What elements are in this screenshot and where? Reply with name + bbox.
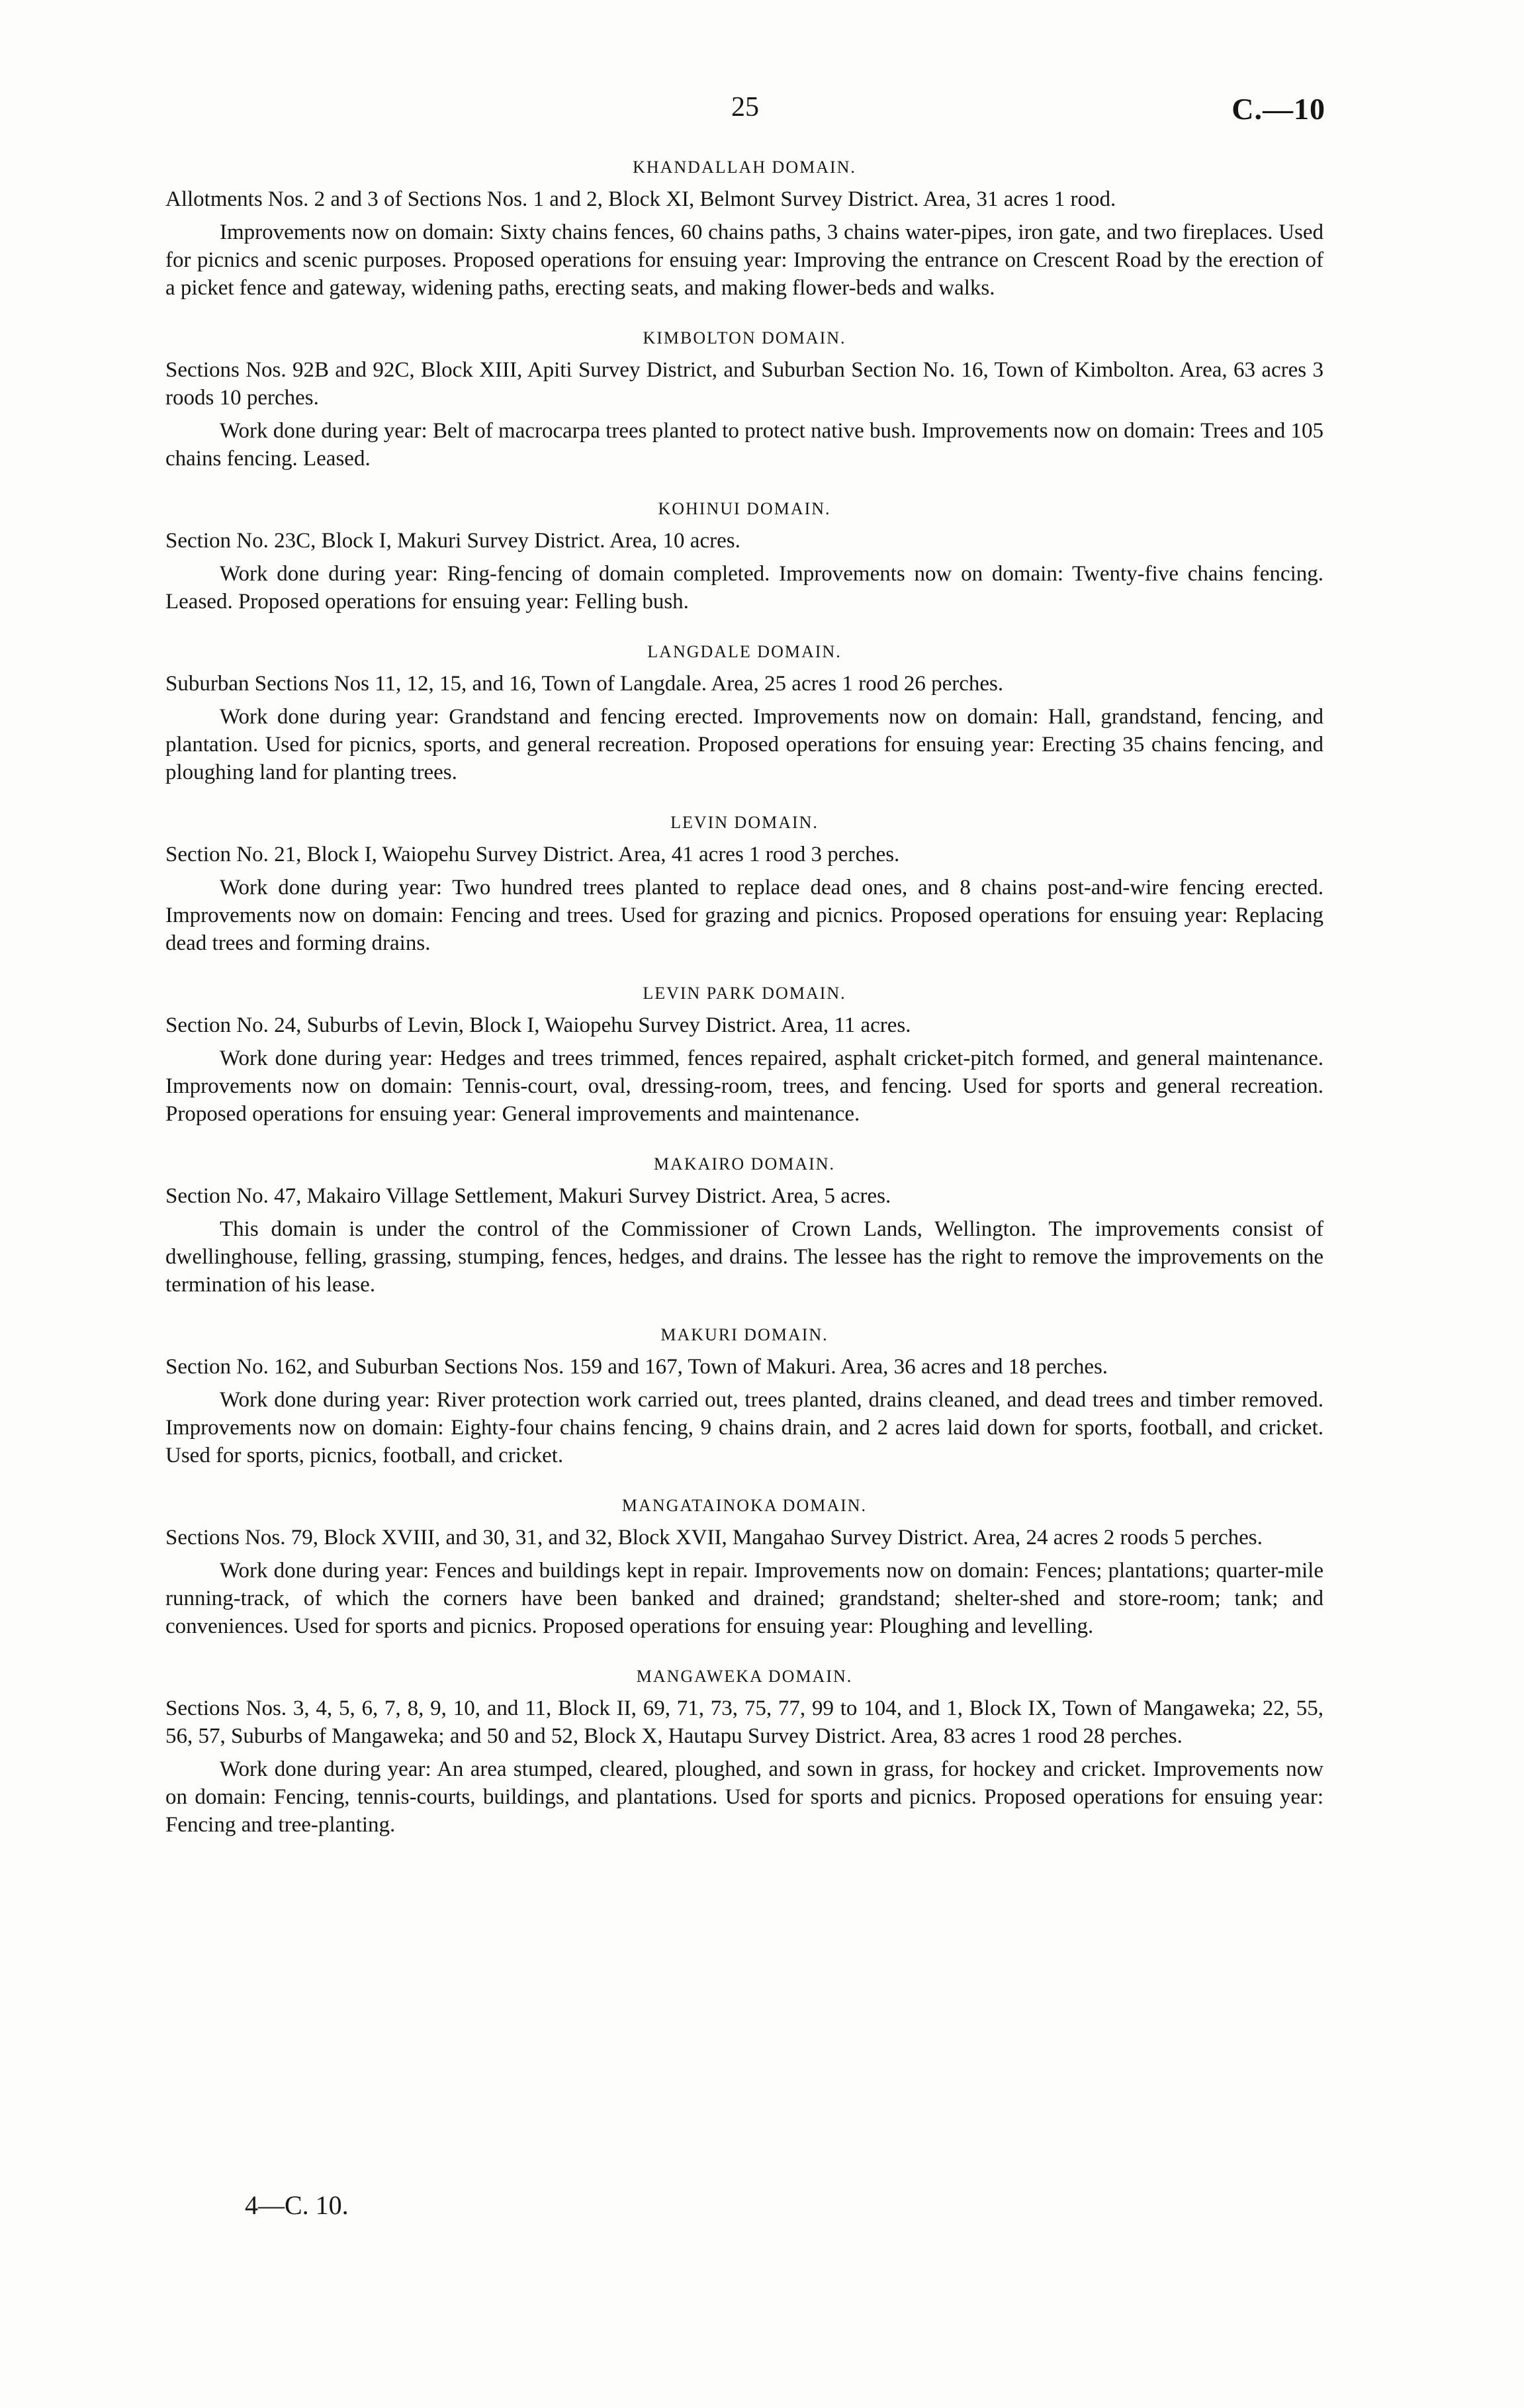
section-description: Allotments Nos. 2 and 3 of Sections Nos. 1 and 2, Block XI, Belmont Survey District. Area, 31 acres 1 rood. [165,187,1116,211]
section-body: Work done during year: An area stumped, cleared, ploughed, and sown in grass, for hockey and cricket. Improvements now on domain: Fencing, tennis-courts, buildings, and plantations. Used for sports and picnics. Proposed operations for ensuing year: Fencing and tree-planting. [165,1757,1323,1837]
section-body: Work done during year: River protection work carried out, trees planted, drains cleaned, and dead trees and timber removed. Improvements now on domain: Eighty-four chains fencing, 9 chains drain, and 2 acres laid down for sports, football, and cricket. Used for sports, picnics, football, and cricket. [165,1388,1323,1467]
section-body: Work done during year: Belt of macrocarpa trees planted to protect native bush. Improvements now on domain: Trees and 105 chains fencing. Leased. [165,419,1323,471]
section-title: LEVIN PARK DOMAIN. [643,984,846,1003]
domain-section [165,984,1323,1128]
section-description: Sections Nos. 3, 4, 5, 6, 7, 8, 9, 10, and 11, Block II, 69, 71, 73, 75, 77, 99 to 104, and 1, Block IX, Town of Mangaweka; 22, 55, 56, 57, Suburbs of Mangaweka; and 50 and 52, Block X, Hautapu Survey District. Area, 83 acres 1 rood 28 perches. [165,1696,1323,1748]
section-body: Work done during year: Ring-fencing of domain completed. Improvements now on domain: Twenty-five chains fencing. Leased. Proposed operations for ensuing year: Felling bush. [165,562,1323,614]
section-title: LANGDALE DOMAIN. [647,642,842,661]
section-title: KOHINUI DOMAIN. [658,499,831,518]
domain-section [165,499,1323,616]
section-description: Section No. 47, Makairo Village Settlement, Makuri Survey District. Area, 5 acres. [165,1184,891,1208]
section-body: Work done during year: Hedges and trees trimmed, fences repaired, asphalt cricket-pitch formed, and general maintenance. Improvements now on domain: Tennis-court, oval, dressing-room, trees, and fencing. Used for sports and general recreation. Proposed operations for ensuing year: General improvements and maintenance. [165,1046,1323,1126]
section-body: Work done during year: Two hundred trees planted to replace dead ones, and 8 chains post-and-wire fencing erected. Improvements now on domain: Fencing and trees. Used for grazing and picnics. Proposed operations for ensuing year: Replacing dead trees and forming drains. [165,876,1323,955]
section-body: Improvements now on domain: Sixty chains fences, 60 chains paths, 3 chains water-pipes, iron gate, and two fireplaces. Used for picnics and scenic purposes. Proposed operations for ensuing year: Improving the entrance on Crescent Road by the erection of a picket fence and gateway, widening paths, erecting seats, and making flower-beds and walks. [165,220,1323,300]
section-body: Work done during year: Fences and buildings kept in repair. Improvements now on domain: Fences; plantations; quarter-mile running-track, of which the corners have been banked and drained; grandstand; shelter-shed and store-room; tank; and conveniences. Used for sports and picnics. Proposed operations for ensuing year: Ploughing and levelling. [165,1559,1323,1638]
section-title: KHANDALLAH DOMAIN. [633,158,856,177]
section-description: Section No. 24, Suburbs of Levin, Block I, Waiopehu Survey District. Area, 11 acres. [165,1013,911,1037]
paper-reference: C.—10 [1232,92,1325,126]
section-description: Suburban Sections Nos 11, 12, 15, and 16, Town of Langdale. Area, 25 acres 1 rood 26 perches. [165,672,1004,696]
domain-section [165,1496,1323,1640]
section-title: MAKURI DOMAIN. [660,1325,829,1344]
section-description: Section No. 23C, Block I, Makuri Survey District. Area, 10 acres. [165,529,740,553]
signature-mark: 4—C. 10. [245,2190,349,2220]
domain-section [165,328,1323,473]
domain-section [165,1154,1323,1299]
section-title: MANGATAINOKA DOMAIN. [621,1496,868,1515]
domain-section [165,158,1323,302]
domain-section [165,1325,1323,1469]
section-title: MAKAIRO DOMAIN. [653,1154,836,1174]
section-description: Sections Nos. 92B and 92C, Block XIII, Apiti Survey District, and Suburban Section No. 16, Town of Kimbolton. Area, 63 acres 3 roods 10 perches. [165,358,1323,410]
domain-section [165,642,1323,786]
page-header [0,91,1524,131]
domain-section [165,1667,1323,1839]
section-body: Work done during year: Grandstand and fencing erected. Improvements now on domain: Hall, grandstand, fencing, and plantation. Used for picnics, sports, and general recreation. Proposed operations for ensuing year: Erecting 35 chains fencing, and ploughing land for planting trees. [165,705,1323,784]
section-description: Section No. 162, and Suburban Sections Nos. 159 and 167, Town of Makuri. Area, 36 acres and 18 perches. [165,1355,1108,1379]
section-title: LEVIN DOMAIN. [670,813,819,832]
section-title: MANGAWEKA DOMAIN. [636,1667,853,1686]
document-body [165,158,1323,1865]
section-body: This domain is under the control of the Commissioner of Crown Lands, Wellington. The improvements consist of dwellinghouse, felling, grassing, stumping, fences, hedges, and drains. The lessee has the right to remove the improvements on the termination of his lease. [165,1217,1323,1297]
domain-section [165,813,1323,957]
section-description: Section No. 21, Block I, Waiopehu Survey District. Area, 41 acres 1 rood 3 perches. [165,843,900,866]
section-description: Sections Nos. 79, Block XVIII, and 30, 31, and 32, Block XVII, Mangahao Survey District. Area, 24 acres 2 roods 5 perches. [165,1526,1263,1550]
section-title: KIMBOLTON DOMAIN. [643,328,846,347]
page-number: 25 [731,92,759,122]
